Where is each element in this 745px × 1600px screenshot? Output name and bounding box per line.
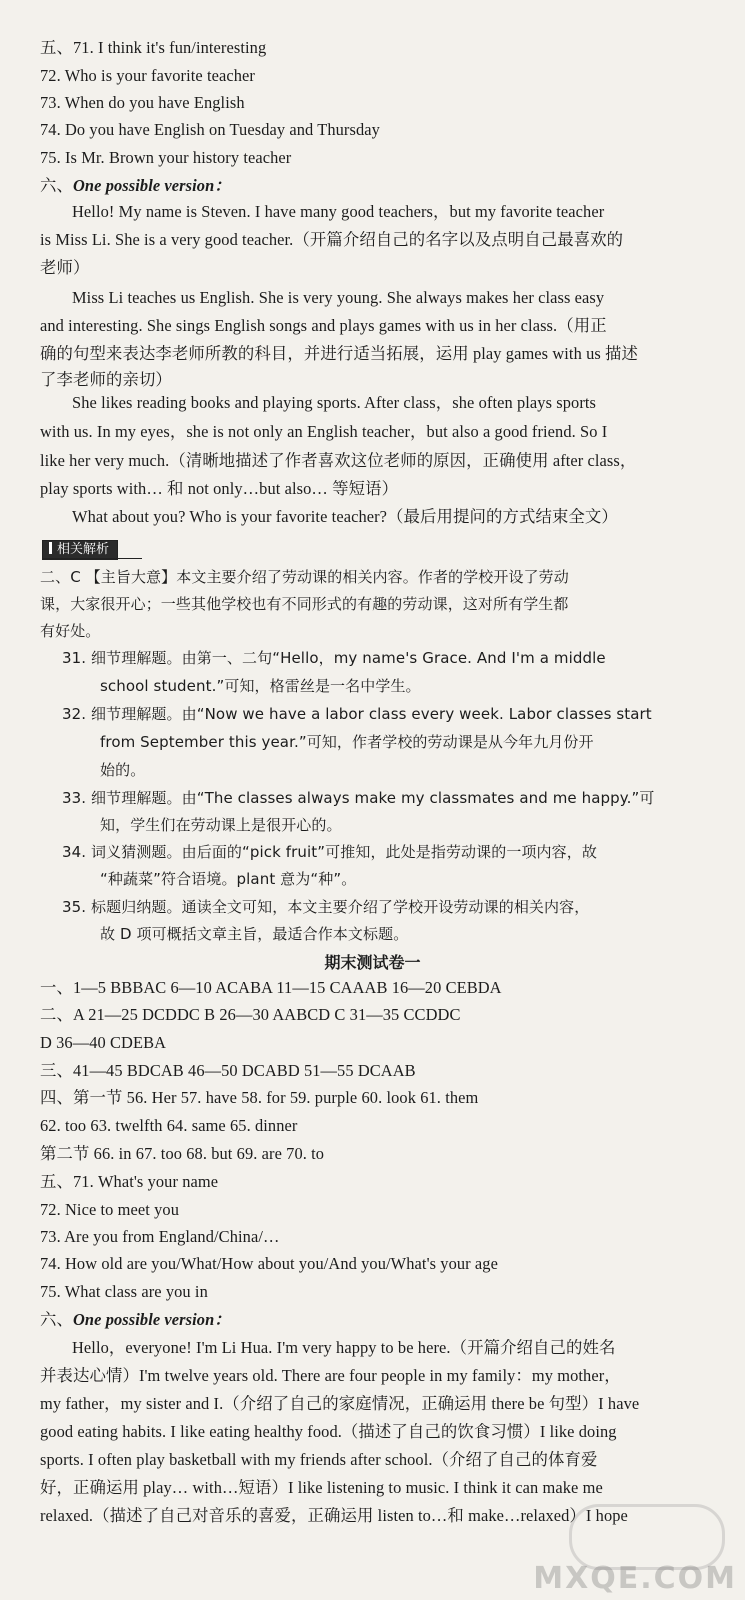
answer-line: 73. Are you from England/China/… — [40, 1227, 280, 1246]
answer-line: 72. Who is your favorite teacher — [40, 66, 255, 85]
essay-line: Miss Li teaches us English. She is very young. She always makes her class easy — [72, 288, 605, 307]
essay-line: like her very much.（清晰地描述了作者喜欢这位老师的原因，正确使用 after class， — [40, 451, 637, 470]
answer-line: 四、第一节 56. Her 57. have 58. for 59. purple 60. look 61. them — [40, 1088, 479, 1107]
answer-line: D 36—40 CDEBA — [40, 1033, 167, 1052]
analysis-line: 二、C 【主旨大意】本文主要介绍了劳动课的相关内容。作者的学校开设了劳动 — [40, 568, 569, 586]
essay-line: and interesting. She sings English songs and plays games with us in her class.（用正 — [40, 316, 607, 335]
analysis-line: 35. 标题归纳题。通读全文可知，本文主要介绍了学校开设劳动课的相关内容， — [62, 898, 590, 916]
analysis-line: 31. 细节理解题。由第一、二句“Hello，my name's Grace. And I'm a middle — [62, 649, 606, 667]
answer-line: 三、41—45 BDCAB 46—50 DCABD 51—55 DCAAB — [40, 1061, 416, 1080]
answer-line: 一、1—5 BBBAC 6—10 ACABA 11—15 CAAAB 16—20 CEBDA — [40, 978, 502, 997]
analysis-tag: 相关解析 — [42, 540, 118, 560]
essay-line: 好，正确运用 play… with…短语）I like listening to music. I think it can make me — [40, 1478, 603, 1497]
essay-line: 并表达心情）I'm twelve years old. There are four people in my family：my mother， — [40, 1366, 621, 1385]
analysis-line: “种蔬菜”符合语境。plant 意为“种”。 — [100, 870, 357, 888]
answer-line: 74. Do you have English on Tuesday and Thursday — [40, 120, 380, 139]
essay-line: Hello! My name is Steven. I have many good teachers，but my favorite teacher — [72, 202, 605, 221]
essay-line: good eating habits. I like eating healthy food.（描述了自己的饮食习惯）I like doing — [40, 1422, 617, 1441]
analysis-line: from September this year.”可知，作者学校的劳动课是从今年九月份开 — [100, 733, 594, 751]
tag-bar-icon — [49, 542, 52, 554]
answer-line: 第二节 66. in 67. too 68. but 69. are 70. to — [40, 1144, 325, 1163]
essay-line: She likes reading books and playing sports. After class，she often plays sports — [72, 393, 597, 412]
answer-line: 74. How old are you/What/How about you/And you/What's your age — [40, 1254, 498, 1273]
essay-line: What about you? Who is your favorite teacher?（最后用提问的方式结束全文） — [72, 507, 618, 526]
essay-line: my father，my sister and I.（介绍了自己的家庭情况，正确运用 there be 句型）I have — [40, 1394, 640, 1413]
analysis-line: 课，大家很开心；一些其他学校也有不同形式的有趣的劳动课，这对所有学生都 — [40, 595, 569, 613]
section-heading: 六、One possible version： — [40, 1310, 231, 1329]
analysis-line: 33. 细节理解题。由“The classes always make my classmates and me happy.”可 — [62, 789, 655, 807]
section-heading: 六、One possible version： — [40, 176, 231, 195]
analysis-line: school student.”可知，格雷丝是一名中学生。 — [100, 677, 421, 695]
essay-line: with us. In my eyes，she is not only an English teacher，but also a good friend. So I — [40, 422, 608, 441]
answer-line: 72. Nice to meet you — [40, 1200, 180, 1219]
divider — [42, 558, 142, 559]
essay-line: play sports with… 和 not only…but also… 等短语） — [40, 479, 399, 498]
answer-line: 73. When do you have English — [40, 93, 245, 112]
answer-line: 62. too 63. twelfth 64. same 65. dinner — [40, 1116, 298, 1135]
analysis-line: 有好处。 — [40, 622, 101, 640]
exam-title: 期末测试卷一 — [324, 953, 421, 972]
essay-line: relaxed.（描述了自己对音乐的喜爱，正确运用 listen to…和 make…relaxed）I hope — [40, 1506, 628, 1525]
analysis-line: 始的。 — [100, 761, 146, 779]
watermark: MXQE.COM — [533, 1561, 737, 1596]
answer-line: 五、71. I think it's fun/interesting — [40, 38, 267, 57]
essay-line: Hello，everyone! I'm Li Hua. I'm very happy to be here.（开篇介绍自己的姓名 — [72, 1338, 616, 1357]
answer-line: 75. What class are you in — [40, 1282, 208, 1301]
essay-line: is Miss Li. She is a very good teacher.（开篇介绍自己的名字以及点明自己最喜欢的 — [40, 230, 624, 249]
essay-line: 了李老师的亲切） — [40, 370, 172, 389]
essay-line: 确的句型来表达李老师所教的科目，并进行适当拓展，运用 play games with us 描述 — [40, 344, 639, 363]
analysis-line: 故 D 项可概括文章主旨，最适合作本文标题。 — [100, 925, 409, 943]
answer-line: 五、71. What's your name — [40, 1172, 219, 1191]
answer-line: 75. Is Mr. Brown your history teacher — [40, 148, 292, 167]
analysis-line: 34. 词义猜测题。由后面的“pick fruit”可推知，此处是指劳动课的一项内容，故 — [62, 843, 597, 861]
analysis-line: 知，学生们在劳动课上是很开心的。 — [100, 816, 342, 834]
analysis-line: 32. 细节理解题。由“Now we have a labor class every week. Labor classes start — [62, 705, 652, 723]
essay-line: 老师） — [40, 258, 90, 277]
answer-line: 二、A 21—25 DCDDC B 26—30 AABCD C 31—35 CCDDC — [40, 1005, 461, 1024]
essay-line: sports. I often play basketball with my friends after school.（介绍了自己的体育爱 — [40, 1450, 598, 1469]
